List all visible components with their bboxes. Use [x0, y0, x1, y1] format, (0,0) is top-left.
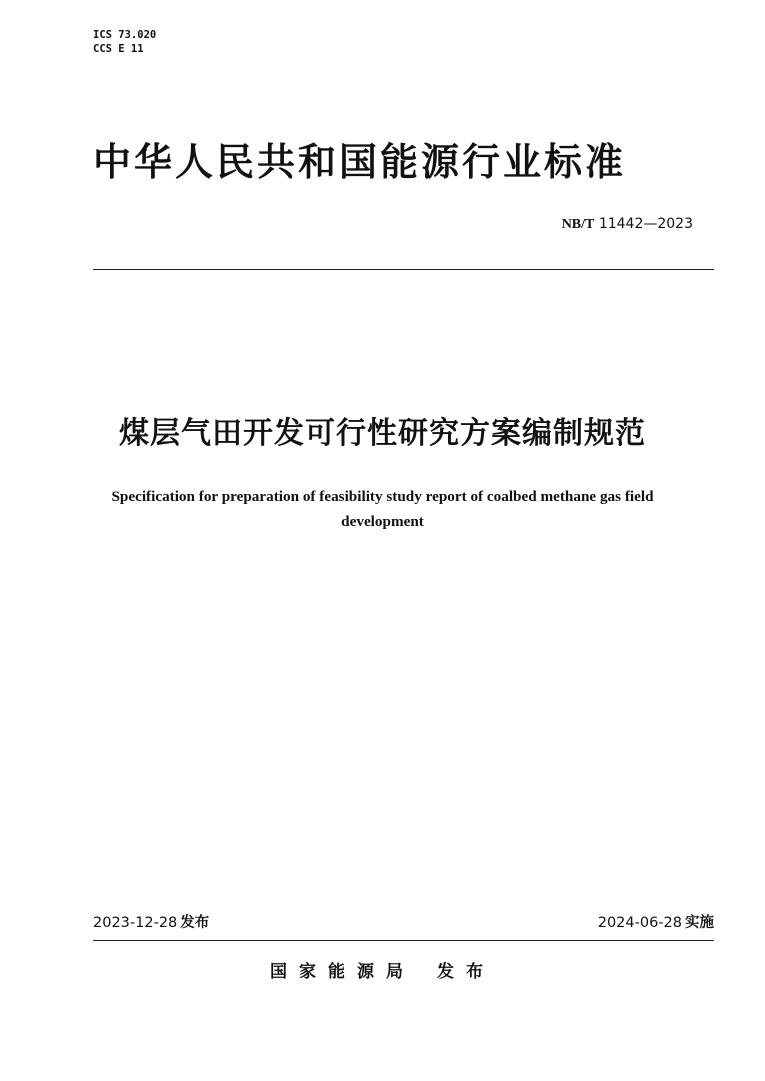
document-title-en: Specification for preparation of feasibility study report of coalbed methane gas field development [111, 488, 654, 530]
ics-code: ICS 73.020 [93, 29, 157, 41]
standard-code-number: 11442—2023 [598, 216, 693, 232]
standard-code-prefix: NB/T [561, 217, 595, 232]
effective-label: 实施 [685, 915, 714, 931]
bottom-divider [93, 940, 714, 941]
issue-date-block [93, 913, 209, 933]
issue-date: 2023-12-28 [93, 915, 178, 931]
issue-label: 发布 [180, 915, 210, 931]
ccs-code: CCS E 11 [93, 43, 144, 55]
issuer-line [0, 960, 765, 984]
standard-category-title: 中华人民共和国能源行业标准 [93, 140, 627, 184]
standard-code [562, 214, 693, 235]
document-title-zh: 煤层气田开发可行性研究方案编制规范 [119, 416, 646, 451]
issuer-organization: 国家能源局 [270, 962, 415, 982]
effective-date: 2024-06-28 [597, 915, 682, 931]
effective-date-block [598, 913, 714, 933]
top-divider [93, 269, 714, 270]
issuer-action: 发布 [437, 962, 495, 982]
